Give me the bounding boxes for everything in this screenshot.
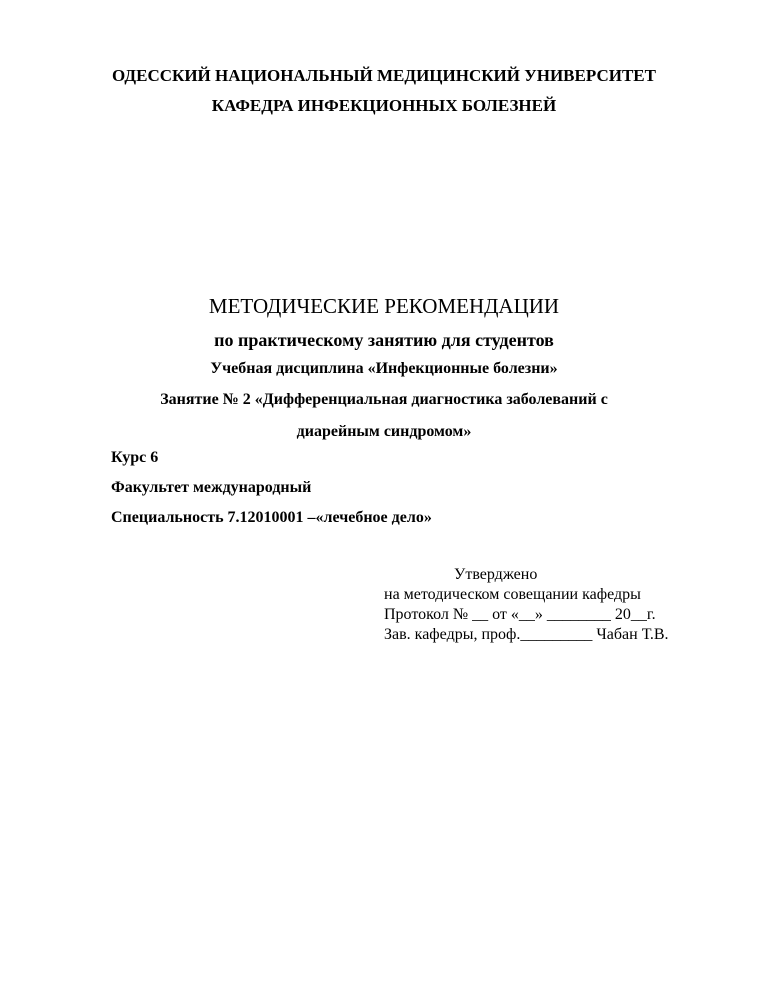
approval-meeting: на методическом совещании кафедры (384, 586, 641, 603)
discipline-line: Учебная дисциплина «Инфекционные болезни» (210, 360, 558, 377)
approval-block (384, 565, 669, 645)
lesson-title-line-1: Занятие № 2 «Дифференциальная диагностика заболеваний с (160, 391, 608, 408)
university-name: ОДЕССКИЙ НАЦИОНАЛЬНЫЙ МЕДИЦИНСКИЙ УНИВЕРСИТЕТ (112, 66, 656, 85)
lesson-title-line-2: диарейным синдромом» (296, 423, 472, 440)
department-name: КАФЕДРА ИНФЕКЦИОННЫХ БОЛЕЗНЕЙ (211, 96, 557, 115)
approval-heading: Утверджено (454, 566, 538, 583)
specialty-line: Специальность 7.12010001 –«лечебное дело» (111, 509, 432, 526)
course-line: Курс 6 (111, 449, 159, 466)
approval-head-signature: Зав. кафедры, проф._________ Чабан Т.В. (384, 626, 669, 643)
approval-protocol: Протокол № __ от «__» ________ 20__г. (384, 606, 656, 623)
document-subtitle: по практическому занятию для студентов (214, 330, 554, 350)
document-title: МЕТОДИЧЕСКИЕ РЕКОМЕНДАЦИИ (208, 294, 560, 318)
faculty-line: Факультет международный (111, 479, 312, 496)
